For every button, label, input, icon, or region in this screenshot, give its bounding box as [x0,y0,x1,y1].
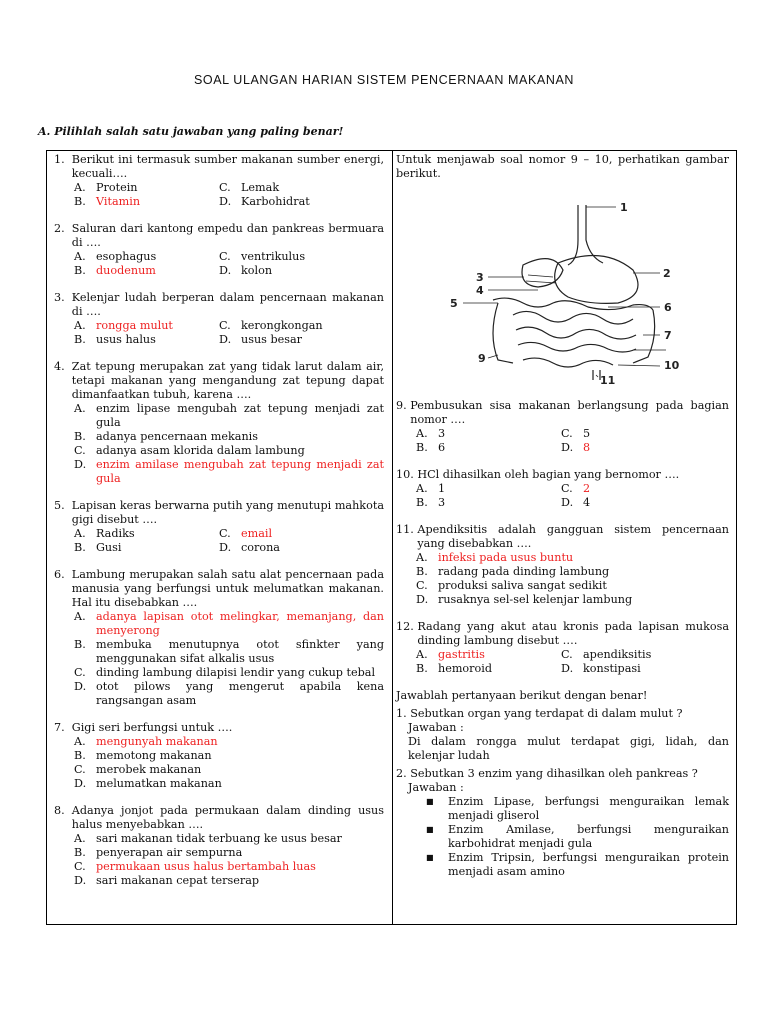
answer-option[interactable] [74,777,384,791]
answer-option[interactable] [74,832,384,846]
option-letter: A. [74,402,86,415]
diagram-label: 6 [664,301,672,314]
answer-option[interactable] [416,662,561,676]
question-text: Adanya jonjot pada permukaan dalam dinding usus halus menyebabkan …. [71,804,384,831]
answer-option[interactable] [74,735,384,749]
answer-option[interactable] [74,874,384,888]
option-text: dinding lambung dilapisi lendir yang cukup tebal [96,666,376,679]
question-line [396,468,729,482]
question-number: 12. [396,620,418,633]
option-letter: C. [219,250,231,263]
option-text: 1 [438,482,446,495]
option-letter: A. [74,735,86,748]
option-letter: A. [74,319,86,332]
option-letter: D. [74,777,87,790]
option-letter: A. [416,551,428,564]
option-text: Protein [96,181,138,194]
essay-question: Sebutkan 3 enzim yang dihasilkan oleh pankreas ? [410,767,698,780]
option-letter: A. [416,482,428,495]
option-text-correct: enzim amilase mengubah zat tepung menjadi zat gula [96,458,384,485]
option-text: Karbohidrat [241,195,310,208]
option-text: konstipasi [583,662,641,675]
option-letter: A. [416,648,428,661]
essay-answer-block [396,781,729,879]
option-letter: A. [74,181,86,194]
options-group [54,610,384,708]
option-text: rusaknya sel-sel kelenjar lambung [438,593,633,606]
options-group [54,319,384,347]
essay-item [396,707,729,763]
option-letter: B. [416,565,428,578]
answer-option[interactable] [74,749,384,763]
option-letter: B. [74,333,86,346]
diagram-label: 9 [478,352,486,365]
answer-option[interactable] [219,264,384,278]
option-text: apendiksitis [583,648,652,661]
question-text: Saluran dari kantong empedu dan pankreas bermuara di …. [71,222,384,249]
option-text-correct: gastritis [438,648,485,661]
question-line [54,721,384,735]
options-group [54,735,384,791]
option-letter: B. [74,638,86,651]
question-item [54,222,384,278]
option-text: usus besar [241,333,302,346]
answer-option[interactable] [74,680,384,708]
question-text: Apendiksitis adalah gangguan sistem pencernaan yang disebabkan …. [417,523,729,550]
question-number: 5. [54,499,72,512]
option-text: usus halus [96,333,156,346]
option-text: 6 [438,441,446,454]
options-group [396,648,729,676]
question-number: 1. [54,153,72,166]
option-letter: C. [416,579,428,592]
question-number: 11. [396,523,418,536]
option-letter: B. [74,264,86,277]
option-letter: D. [74,874,87,887]
answer-option[interactable] [561,441,729,455]
question-line [54,568,384,610]
small-intestine-shape [513,311,633,324]
option-text: penyerapan air sempurna [96,846,243,859]
question-line [396,523,729,551]
option-letter: D. [219,333,232,346]
essay-number: 1. [396,707,411,720]
answer-option[interactable] [219,541,384,555]
bullet-item [426,851,729,879]
option-text: sari makanan cepat terserap [96,874,260,887]
option-text: corona [241,541,280,554]
answer-label: Jawaban : [408,721,464,734]
option-letter: C. [561,648,573,661]
answer-option[interactable] [74,444,384,458]
answer-option[interactable] [416,565,729,579]
option-letter: A. [74,832,86,845]
bullet-text: Enzim Lipase, berfungsi menguraikan lemak menjadi gliserol [448,795,729,822]
option-letter: C. [74,666,86,679]
answer-option[interactable] [416,593,729,607]
question-item [396,620,729,676]
question-text: Gigi seri berfungsi untuk …. [71,721,233,734]
question-number: 3. [54,291,72,304]
bullet-item [426,823,729,851]
option-text: 3 [438,496,446,509]
answer-option[interactable] [74,181,219,195]
options-group [54,832,384,888]
option-text: 5 [583,427,591,440]
option-text: melumatkan makanan [96,777,222,790]
diagram-label: 2 [663,267,671,280]
answer-option[interactable] [561,648,729,662]
question-number: 6. [54,568,72,581]
option-text-correct: mengunyah makanan [96,735,218,748]
essay-question-line [396,767,729,781]
option-text: Radiks [96,527,135,540]
answer-option[interactable] [416,482,561,496]
liver-shape [522,259,563,287]
option-letter: C. [74,763,86,776]
option-text: Lemak [241,181,280,194]
answer-option[interactable] [416,427,561,441]
option-text-correct: permukaan usus halus bertambah luas [96,860,316,873]
option-letter: B. [74,541,86,554]
question-item [54,568,384,708]
question-text: Lapisan keras berwarna putih yang menutupi mahkota gigi disebut …. [71,499,384,526]
option-letter: D. [416,593,429,606]
question-number: 8. [54,804,72,817]
option-text: Gusi [96,541,122,554]
answer-option[interactable] [561,662,729,676]
option-letter: D. [219,264,232,277]
option-letter: B. [74,846,86,859]
question-item [396,523,729,607]
bullet-text: Enzim Tripsin, berfungsi menguraikan protein menjadi asam amino [448,851,729,878]
bullet-square-icon: ■ [426,797,434,806]
diagram-intro: Untuk menjawab soal nomor 9 – 10, perhatikan gambar berikut. [396,153,729,180]
option-letter: D. [219,541,232,554]
essay-list [396,707,729,879]
answer-option[interactable] [416,579,729,593]
option-letter: C. [219,527,231,540]
question-item [54,153,384,209]
option-text: otot pilows yang mengerut apabila kena rangsangan asam [96,680,384,707]
answer-option[interactable] [416,441,561,455]
option-letter: C. [219,181,231,194]
question-line [54,499,384,527]
question-text: Kelenjar ludah berperan dalam pencernaan makanan di …. [71,291,384,318]
option-text-correct: 2 [583,482,591,495]
right-column [393,151,737,925]
left-question-list [54,153,384,888]
diagram-label: 1 [620,201,628,214]
options-group [396,551,729,607]
bullet-square-icon: ■ [426,825,434,834]
option-letter: C. [561,482,573,495]
question-line [54,804,384,832]
option-letter: B. [74,195,86,208]
options-group [54,250,384,278]
option-letter: C. [74,860,86,873]
answer-option[interactable] [219,250,384,264]
question-item [54,721,384,791]
answer-option[interactable] [561,427,729,441]
answer-label: Jawaban : [408,781,464,794]
option-text: adanya asam klorida dalam lambung [96,444,305,457]
option-text-correct: duodenum [96,264,156,277]
answer-option[interactable] [74,333,219,347]
question-item [396,468,729,510]
option-letter: C. [561,427,573,440]
option-text: radang pada dinding lambung [438,565,610,578]
colon-shape [493,298,653,310]
answer-text: Di dalam rongga mulut terdapat gigi, lidah, dan kelenjar ludah [408,735,729,762]
option-text: produksi saliva sangat sedikit [438,579,607,592]
question-number: 2. [54,222,72,235]
question-text: Berikut ini termasuk sumber makanan sumber energi, kecuali…. [71,153,384,180]
bullet-square-icon: ■ [426,853,434,862]
option-text: 4 [583,496,591,509]
answer-bullets [408,795,729,879]
question-line [396,620,729,648]
option-text: esophagus [96,250,157,263]
answer-option[interactable] [74,458,384,486]
option-letter: A. [74,250,86,263]
answer-option[interactable] [74,430,384,444]
answer-option[interactable] [74,527,219,541]
question-text: Lambung merupakan salah satu alat pencernaan pada manusia yang berfungsi untuk melumatkan makanan. Hal itu disebabkan …. [71,568,384,609]
diagram-label: 10 [664,359,680,372]
question-text: Pembusukan sisa makanan berlangsung pada bagian nomor …. [410,399,729,426]
answer-option[interactable] [219,319,384,333]
option-text-correct: adanya lapisan otot melingkar, memanjang, dan menyerong [96,610,384,637]
diagram-label: 11 [600,374,616,385]
question-number: 10. [396,468,418,481]
option-text-correct: email [241,527,273,540]
answer-option[interactable] [74,541,219,555]
option-letter: B. [74,430,86,443]
question-text: HCl dihasilkan oleh bagian yang bernomor …. [417,468,680,481]
options-group [54,527,384,555]
answer-option[interactable] [74,763,384,777]
option-letter: A. [74,527,86,540]
answer-option[interactable] [219,195,384,209]
answer-option[interactable] [416,648,561,662]
answer-option[interactable] [74,195,219,209]
question-line [54,360,384,402]
answer-option[interactable] [74,846,384,860]
question-number: 4. [54,360,72,373]
option-letter: B. [416,496,428,509]
option-text: hemoroid [438,662,492,675]
answer-option[interactable] [219,333,384,347]
essay-question-line [396,707,729,721]
option-letter: D. [74,458,87,471]
option-letter: D. [561,441,574,454]
option-letter: D. [219,195,232,208]
question-line [396,399,729,427]
option-letter: C. [219,319,231,332]
option-text: memotong makanan [96,749,212,762]
answer-option[interactable] [561,496,729,510]
option-text: membuka menutupnya otot sfinkter yang menggunakan sifat alkalis usus [96,638,384,665]
question-item [54,291,384,347]
essay-intro: Jawablah pertanyaan berikut dengan benar! [396,689,648,702]
question-table [46,150,737,925]
answer-option[interactable] [74,402,384,430]
options-group [54,181,384,209]
option-text-correct: infeksi pada usus buntu [438,551,574,564]
option-text: kerongkongan [241,319,323,332]
question-text: Radang yang akut atau kronis pada lapisan mukosa dinding lambung disebut …. [417,620,729,647]
essay-item [396,767,729,879]
option-text: adanya pencernaan mekanis [96,430,258,443]
answer-option[interactable] [416,551,729,565]
question-line [54,153,384,181]
right-question-list [396,399,729,676]
esophagus-shape [568,205,578,265]
answer-option[interactable] [416,496,561,510]
left-column [47,151,393,925]
answer-option[interactable] [219,181,384,195]
diagram-label: 7 [664,329,672,342]
question-item [54,804,384,888]
answer-option[interactable] [74,264,219,278]
answer-option[interactable] [74,610,384,638]
options-group [54,402,384,486]
option-text: sari makanan tidak terbuang ke usus besar [96,832,342,845]
diagram-label: 3 [476,271,484,284]
question-item [54,499,384,555]
option-letter: B. [416,441,428,454]
answer-option[interactable] [74,319,219,333]
digestive-system-diagram [428,185,718,385]
option-text: ventrikulus [241,250,306,263]
answer-option[interactable] [74,638,384,666]
option-letter: D. [561,662,574,675]
option-letter: B. [416,662,428,675]
question-item [54,360,384,486]
answer-option[interactable] [74,666,384,680]
essay-number: 2. [396,767,411,780]
answer-option[interactable] [561,482,729,496]
option-text-correct: 8 [583,441,591,454]
options-group [396,427,729,455]
option-text: enzim lipase mengubah zat tepung menjadi zat gula [96,402,384,429]
section-a-heading: A. Pilihlah salah satu jawaban yang paling benar! [38,125,344,138]
option-letter: B. [74,749,86,762]
option-text-correct: rongga mulut [96,319,173,332]
question-line [54,222,384,250]
question-number: 7. [54,721,72,734]
stomach-shape [555,255,638,303]
essay-answer-block [396,721,729,763]
option-letter: A. [74,610,86,623]
question-line [54,291,384,319]
diagram-label: 4 [476,284,484,297]
bullet-item [426,795,729,823]
option-letter: D. [74,680,87,693]
option-text: 3 [438,427,446,440]
option-text: kolon [241,264,273,277]
option-text-correct: Vitamin [96,195,141,208]
question-item [396,399,729,455]
option-letter: D. [561,496,574,509]
diagram-label: 5 [450,297,458,310]
page-title: SOAL ULANGAN HARIAN SISTEM PENCERNAAN MAKANAN [193,73,575,87]
question-text: Zat tepung merupakan zat yang tidak larut dalam air, tetapi makanan yang mengandung zat tepung dapat dimanfaatkan tubuh, karena …. [71,360,384,401]
question-number: 9. [396,399,411,412]
option-letter: C. [74,444,86,457]
answer-option[interactable] [74,860,384,874]
bullet-text: Enzim Amilase, berfungsi menguraikan karbohidrat menjadi gula [448,823,729,850]
answer-option[interactable] [74,250,219,264]
options-group [396,482,729,510]
essay-question: Sebutkan organ yang terdapat di dalam mulut ? [410,707,683,720]
option-letter: A. [416,427,428,440]
answer-option[interactable] [219,527,384,541]
option-text: merobek makanan [96,763,202,776]
